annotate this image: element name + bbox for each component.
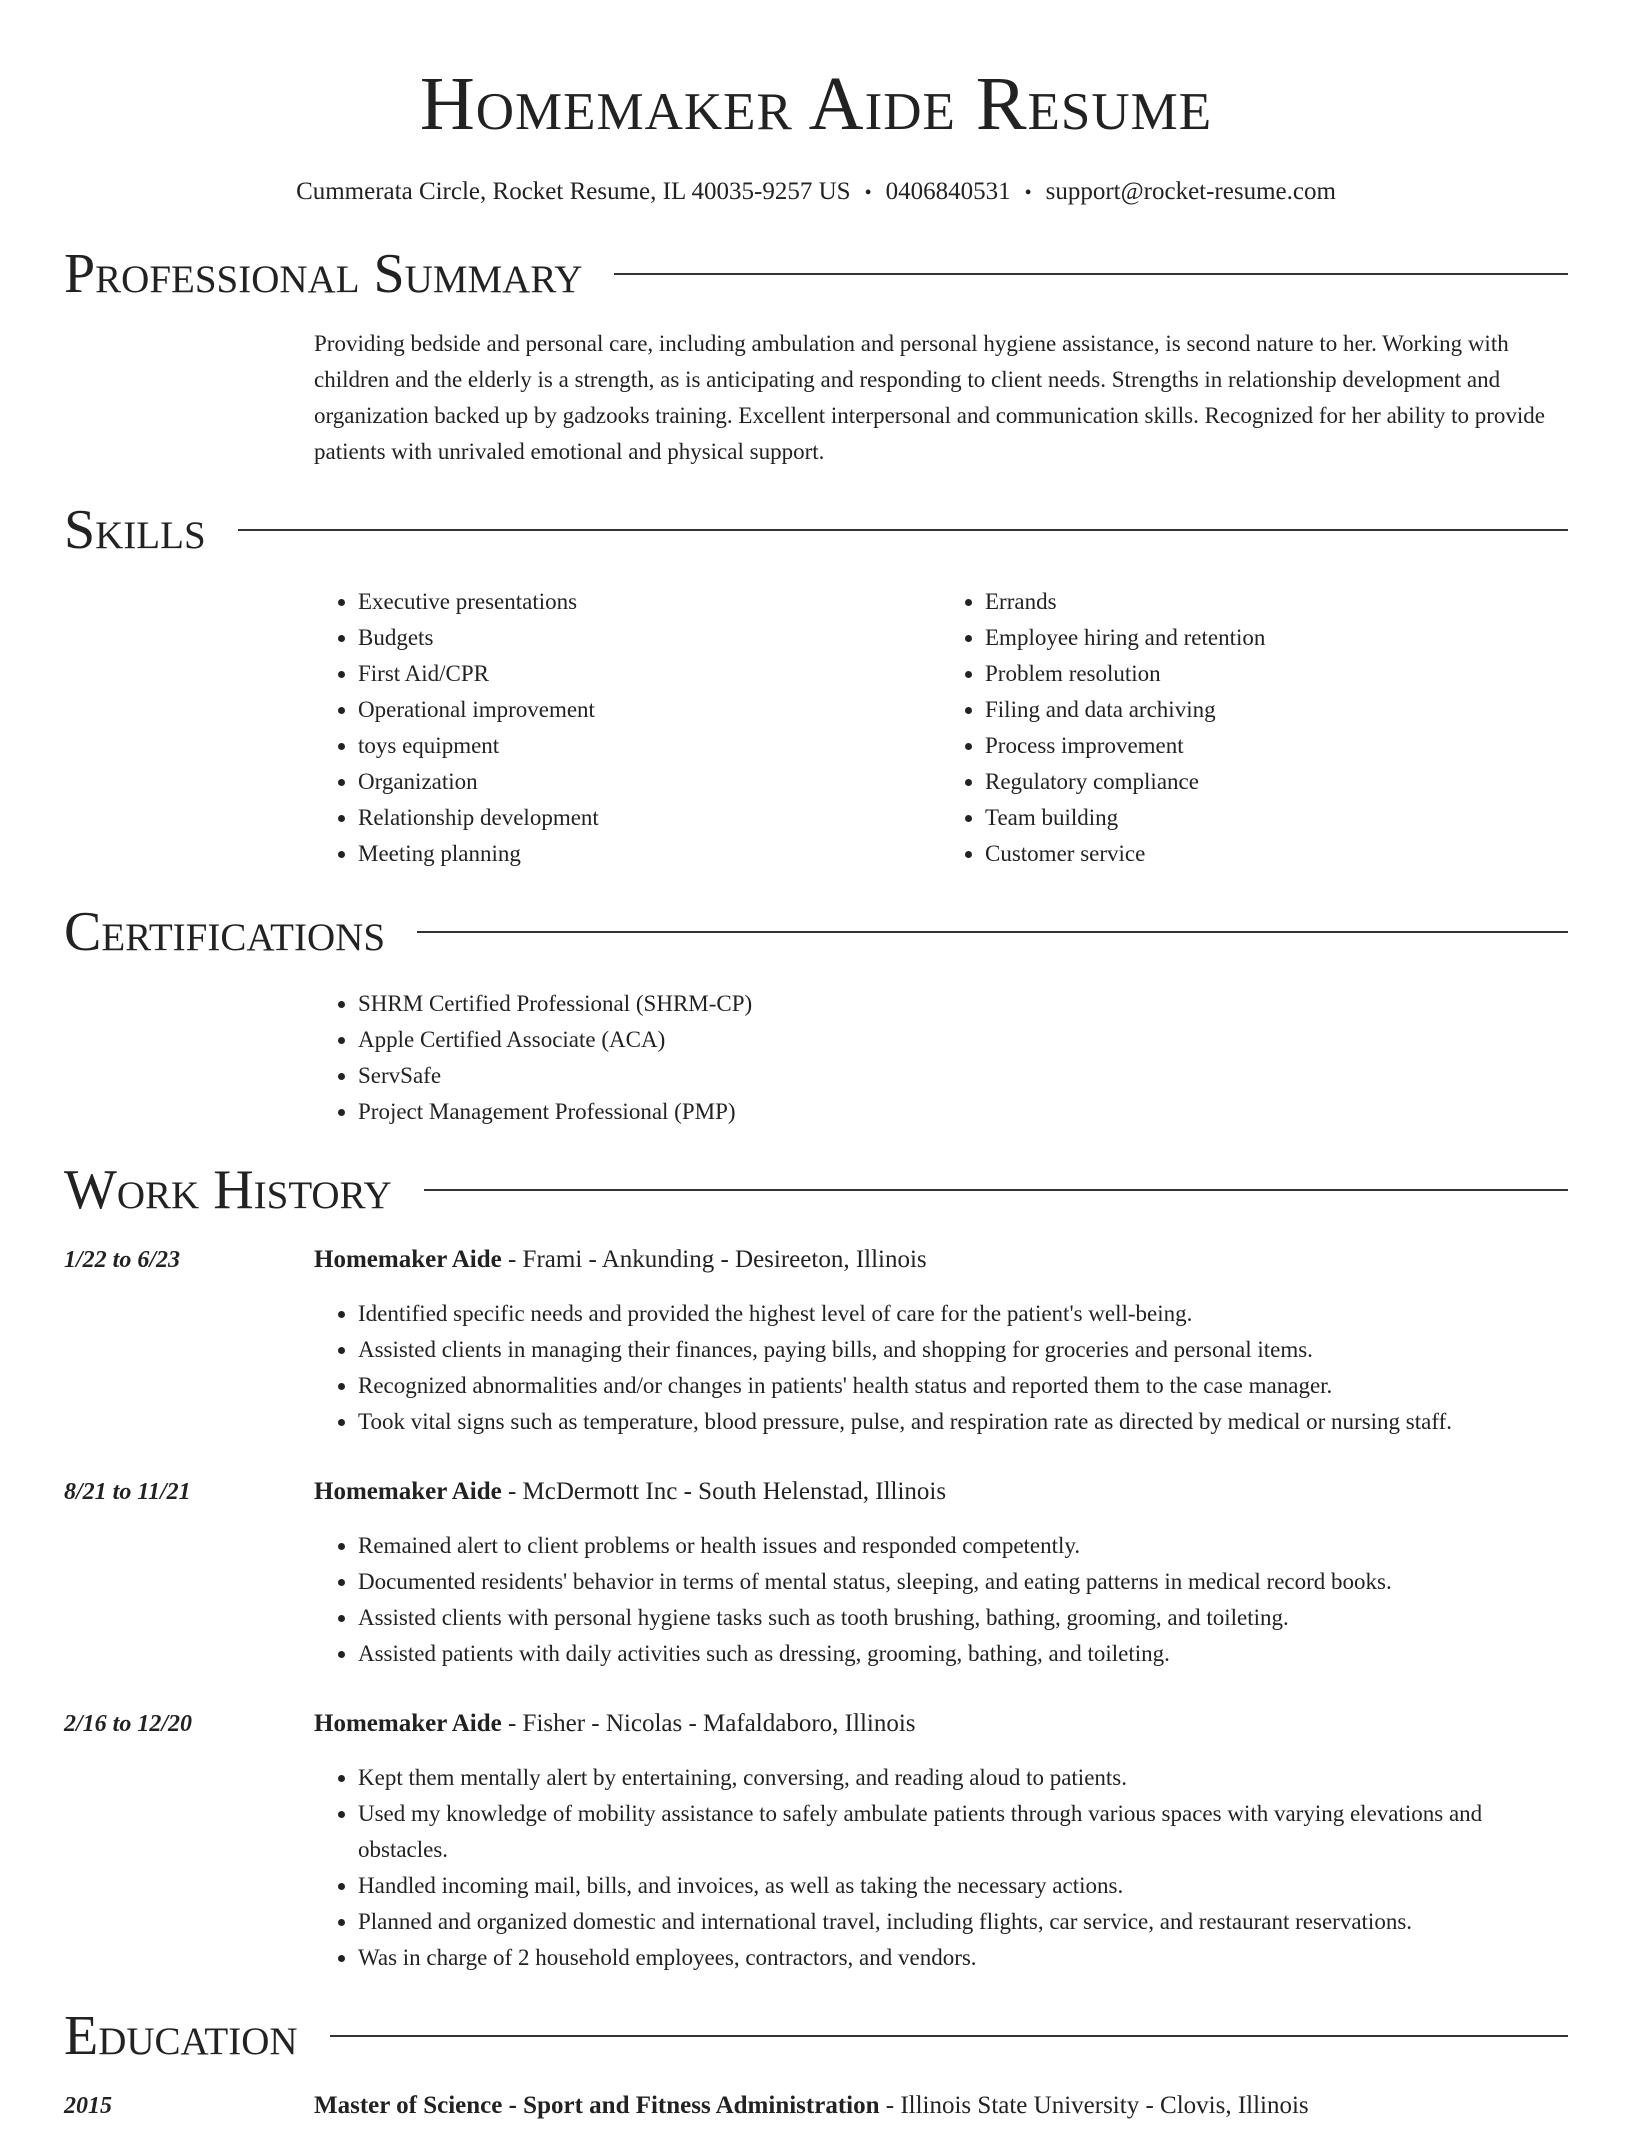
- education-section: [0, 2006, 1632, 2142]
- skill-item: • Budgets: [358, 620, 941, 656]
- education-dates: 2015: [64, 2093, 112, 2119]
- section-title-work-history: Work History: [64, 1159, 392, 1221]
- job-duty: • Assisted clients with personal hygiene tasks such as tooth brushing, bathing, grooming, and toileting.: [358, 1600, 1568, 1636]
- section-title-summary: Professional Summary: [64, 243, 583, 305]
- summary-section: [0, 244, 1632, 470]
- separator: •: [1024, 182, 1032, 204]
- section-divider: [330, 2035, 1568, 2037]
- job-duty: • Identified specific needs and provided the highest level of care for the patient's well-being.: [358, 1296, 1568, 1332]
- section-header: [64, 244, 1568, 304]
- job-duties: [314, 1296, 1568, 1440]
- skill-item: • Regulatory compliance: [985, 764, 1568, 800]
- job-duty: • Handled incoming mail, bills, and invoices, as well as taking the necessary actions.: [358, 1868, 1568, 1904]
- summary-text: Providing bedside and personal care, including ambulation and personal hygiene assistance, is second nature to her. Working with children and the elderly is a strength, as is anticipating and responding to client needs. Strengths in relationship development and organization backed up by gadzooks training. Excellent interpersonal and communication skills. Recognized for her ability to provide patients with unrivaled emotional and physical support.: [314, 331, 1546, 464]
- skill-item: • Organization: [358, 764, 941, 800]
- section-title-education: Education: [64, 2005, 298, 2067]
- job-title: Homemaker Aide: [314, 1710, 502, 1737]
- job-entry: [64, 1474, 1568, 1672]
- email: support@rocket-resume.com: [1045, 178, 1336, 205]
- job-employer: - Fisher - Nicolas - Mafaldaboro, Illinois: [501, 1710, 916, 1737]
- certifications-section: [0, 902, 1632, 1130]
- skill-item: • Process improvement: [985, 728, 1568, 764]
- job-duty: • Recognized abnormalities and/or changes in patients' health status and reported them to the case manager.: [358, 1368, 1568, 1404]
- education-line: [314, 2088, 1568, 2124]
- job-title: Homemaker Aide: [314, 1478, 502, 1505]
- skill-item: • First Aid/CPR: [358, 656, 941, 692]
- certification-item: • SHRM Certified Professional (SHRM-CP): [358, 986, 1568, 1022]
- section-header: [64, 2006, 1568, 2066]
- skills-list-right: [941, 584, 1568, 872]
- job-duties: [314, 1760, 1568, 1976]
- section-header: [64, 500, 1568, 560]
- job-employer: - Frami - Ankunding - Desireeton, Illinois: [501, 1246, 927, 1273]
- resume-title: Homemaker Aide Resume: [419, 62, 1213, 146]
- skill-item: • Filing and data archiving: [985, 692, 1568, 728]
- job-duty: • Remained alert to client problems or health issues and responded competently.: [358, 1528, 1568, 1564]
- address: Cummerata Circle, Rocket Resume, IL 40035-9257 US: [296, 178, 851, 205]
- education-school: - Illinois State University - Clovis, Illinois: [879, 2092, 1309, 2119]
- section-divider: [424, 1189, 1568, 1191]
- job-duty: • Documented residents' behavior in terms of mental status, sleeping, and eating patterns in medical record books.: [358, 1564, 1568, 1600]
- certification-item: • Apple Certified Associate (ACA): [358, 1022, 1568, 1058]
- skill-item: • toys equipment: [358, 728, 941, 764]
- certification-item: • ServSafe: [358, 1058, 1568, 1094]
- separator: •: [864, 182, 872, 204]
- job-duty: • Was in charge of 2 household employees, contractors, and vendors.: [358, 1940, 1568, 1976]
- job-title-line: [314, 1474, 1568, 1510]
- job-duty: • Planned and organized domestic and international travel, including flights, car service, and restaurant reservations.: [358, 1904, 1568, 1940]
- job-duty: • Assisted clients in managing their finances, paying bills, and shopping for groceries and personal items.: [358, 1332, 1568, 1368]
- job-duty: • Used my knowledge of mobility assistance to safely ambulate patients through various spaces with varying elevations and obstacles.: [358, 1796, 1568, 1868]
- skills-section: [0, 500, 1632, 872]
- section-header: [64, 902, 1568, 962]
- job-dates: 2/16 to 12/20: [64, 1711, 193, 1737]
- phone: 0406840531: [885, 178, 1011, 205]
- job-title-line: [314, 1706, 1568, 1742]
- skill-item: • Executive presentations: [358, 584, 941, 620]
- education-degree: Master of Science - Sport and Fitness Administration: [314, 2092, 880, 2119]
- skill-item: • Operational improvement: [358, 692, 941, 728]
- skill-item: • Errands: [985, 584, 1568, 620]
- education-entry: [64, 2088, 1568, 2142]
- skill-item: • Customer service: [985, 836, 1568, 872]
- job-dates: 1/22 to 6/23: [64, 1247, 181, 1273]
- certifications-list: [314, 986, 1568, 1130]
- section-header: [64, 1160, 1568, 1220]
- job-duty: • Took vital signs such as temperature, blood pressure, pulse, and respiration rate as directed by medical or nursing staff.: [358, 1404, 1568, 1440]
- work-history-section: [0, 1160, 1632, 1976]
- skills-list-left: [314, 584, 941, 872]
- job-title-line: [314, 1242, 1568, 1278]
- section-divider: [614, 273, 1568, 275]
- skill-item: • Relationship development: [358, 800, 941, 836]
- job-title: Homemaker Aide: [314, 1246, 502, 1273]
- skill-item: • Meeting planning: [358, 836, 941, 872]
- job-entry: [64, 1706, 1568, 1976]
- section-divider: [417, 931, 1568, 933]
- job-employer: - McDermott Inc - South Helenstad, Illinois: [501, 1478, 947, 1505]
- skill-item: • Employee hiring and retention: [985, 620, 1568, 656]
- job-entry: [64, 1242, 1568, 1440]
- certification-item: • Project Management Professional (PMP): [358, 1094, 1568, 1130]
- job-duty: • Kept them mentally alert by entertaining, conversing, and reading aloud to patients.: [358, 1760, 1568, 1796]
- job-duty: • Assisted patients with daily activities such as dressing, grooming, bathing, and toileting.: [358, 1636, 1568, 1672]
- section-divider: [238, 529, 1568, 531]
- section-title-skills: Skills: [64, 499, 206, 561]
- job-duties: [314, 1528, 1568, 1672]
- skill-item: • Problem resolution: [985, 656, 1568, 692]
- skill-item: • Team building: [985, 800, 1568, 836]
- section-title-certifications: Certifications: [64, 901, 386, 963]
- job-dates: 8/21 to 11/21: [64, 1479, 191, 1505]
- contact-line: [0, 178, 1632, 206]
